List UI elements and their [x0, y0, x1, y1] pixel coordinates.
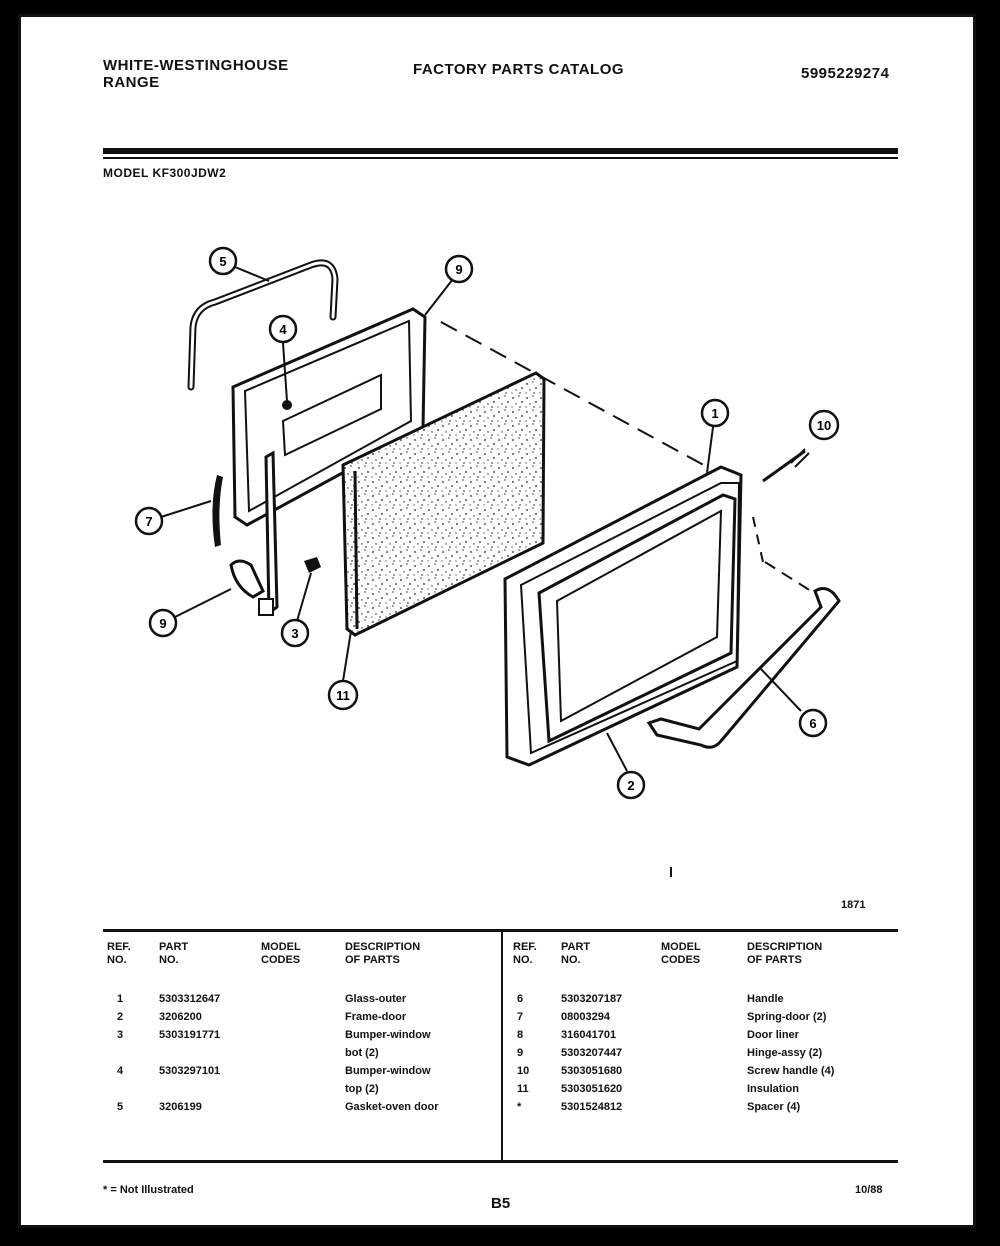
catalog-title: FACTORY PARTS CATALOG [413, 61, 625, 78]
parts-cell-part: 5303051680 [561, 1065, 623, 1077]
callout-label: 4 [279, 322, 287, 337]
window-bumper-part [282, 400, 292, 410]
figure-number: 1871 [841, 899, 866, 911]
callout-label: 10 [816, 418, 832, 433]
parts-cell-ref: 6 [517, 993, 524, 1005]
parts-cell-ref: 9 [517, 1047, 524, 1059]
page-number: B5 [491, 1195, 511, 1212]
footnote: * = Not Illustrated [103, 1184, 194, 1196]
parts-cell-part: 5303051620 [561, 1083, 623, 1095]
parts-cell-desc: Door liner [747, 1029, 799, 1041]
parts-cell-desc: bot (2) [345, 1047, 379, 1059]
parts-cell-ref: 1 [117, 993, 124, 1005]
parts-cell-part: 5303207187 [561, 993, 623, 1005]
parts-cell-desc: Bumper-window [345, 1029, 431, 1041]
parts-cell-part: 5303297101 [159, 1065, 221, 1077]
parts-cell-desc: Hinge-assy (2) [747, 1047, 823, 1059]
parts-cell-part: 08003294 [561, 1011, 610, 1023]
col-header-desc: DESCRIPTION OF PARTS [747, 941, 823, 966]
parts-cell-part: 5303312647 [159, 993, 221, 1005]
parts-cell-part: 5301524812 [561, 1101, 623, 1113]
parts-cell-desc: Gasket-oven door [345, 1101, 439, 1113]
callout-label: 6 [809, 716, 817, 731]
callout-label: 7 [145, 514, 153, 529]
col-header-part: PART NO. [159, 941, 189, 966]
parts-cell-ref: 10 [517, 1065, 530, 1077]
parts-cell-part: 3206199 [159, 1101, 202, 1113]
col-header-desc: DESCRIPTION OF PARTS [345, 941, 421, 966]
parts-cell-ref: 7 [517, 1011, 524, 1023]
callout-label: 1 [711, 406, 719, 421]
table-column-divider [501, 932, 503, 1160]
parts-cell-ref: 4 [117, 1065, 124, 1077]
col-header-part: PART NO. [561, 941, 591, 966]
parts-cell-ref: 2 [117, 1011, 124, 1023]
parts-cell-ref: 8 [517, 1029, 524, 1041]
parts-cell-part: 3206200 [159, 1011, 202, 1023]
parts-cell-desc: top (2) [345, 1083, 379, 1095]
brand-name: WHITE-WESTINGHOUSE [103, 57, 289, 74]
col-header-ref: REF. NO. [513, 941, 537, 966]
parts-cell-desc: Glass-outer [345, 993, 407, 1005]
revision-date: 10/88 [855, 1184, 883, 1196]
parts-cell-desc: Spacer (4) [747, 1101, 801, 1113]
parts-cell-ref: 5 [117, 1101, 124, 1113]
table-bottom-rule [103, 1160, 898, 1163]
parts-cell-desc: Insulation [747, 1083, 799, 1095]
parts-cell-desc: Spring-door (2) [747, 1011, 827, 1023]
callout-label: 5 [219, 254, 227, 269]
parts-cell-desc: Handle [747, 993, 784, 1005]
parts-cell-part: 5303207447 [561, 1047, 623, 1059]
callout-label: 9 [455, 262, 463, 277]
parts-cell-ref: 11 [517, 1083, 529, 1095]
callout-label: 2 [627, 778, 635, 793]
parts-cell-desc: Frame-door [345, 1011, 407, 1023]
callout-label: 9 [159, 616, 167, 631]
model-label: MODEL KF300JDW2 [103, 166, 227, 180]
parts-cell-part: 316041701 [561, 1029, 617, 1041]
col-header-codes: MODEL CODES [261, 941, 301, 966]
parts-cell-desc: Screw handle (4) [747, 1065, 835, 1077]
product-type: RANGE [103, 74, 160, 91]
spring-part [212, 475, 223, 547]
parts-cell-ref: * [517, 1101, 522, 1113]
parts-cell-ref: 3 [117, 1029, 124, 1041]
col-header-ref: REF. NO. [107, 941, 131, 966]
col-header-codes: MODEL CODES [661, 941, 701, 966]
callout-label: 11 [336, 688, 350, 703]
catalog-number: 5995229274 [801, 65, 890, 82]
bumper-part [304, 557, 321, 573]
parts-cell-desc: Bumper-window [345, 1065, 431, 1077]
exploded-door-diagram [21, 17, 979, 897]
parts-catalog-page [18, 14, 976, 1228]
callout-label: 3 [291, 626, 299, 641]
parts-cell-part: 5303191771 [159, 1029, 221, 1041]
